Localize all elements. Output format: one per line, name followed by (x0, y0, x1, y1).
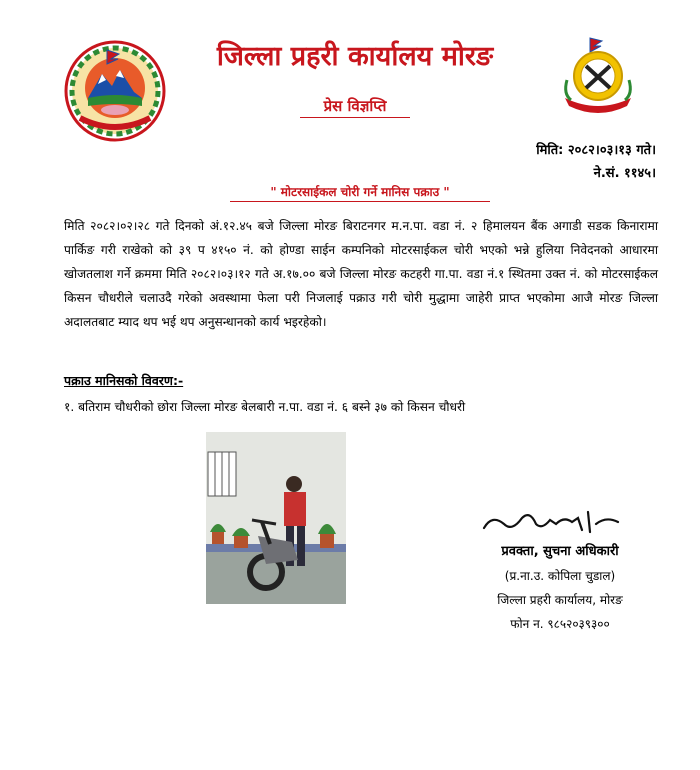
nepal-police-badge-logo (553, 36, 643, 120)
arrested-person-item: १. बतिराम चौधरीको छोरा जिल्ला मोरङ बेलबारी न.पा. वडा नं. ६ बस्ने ३७ को किसन चौधरी (64, 400, 466, 414)
spokesperson-title: प्रवक्ता, सुचना अधिकारी (501, 544, 619, 559)
arrested-person-heading: पक्राउ मानिसको विवरण:- (64, 373, 184, 388)
nepal-police-emblem-logo (62, 40, 168, 142)
date-line: मिति: २०८२।०३।१३ गते। (536, 143, 656, 158)
press-release-heading: प्रेस विज्ञप्ति (300, 96, 410, 118)
spokesperson-block (470, 540, 650, 636)
arrested-person-photo (206, 432, 346, 604)
spokesperson-office: जिल्ला प्रहरी कार्यालय, मोरङ (497, 593, 623, 607)
reference-number: ने.सं. ११४५। (593, 166, 656, 181)
office-title: जिल्ला प्रहरी कार्यालय मोरङ (216, 41, 494, 72)
signature (478, 500, 628, 540)
spokesperson-phone: फोन न. ९८५२०३९३०० (510, 617, 610, 631)
news-body-paragraph: मिति २०८२।०२।२८ गते दिनको अं.१२.४५ बजे जिल्ला मोरङ बिराटनगर म.न.पा. वडा नं. २ हिमालयन बैंक अगाडी सडक किनारामा पार्किङ गरी राखेको को ३९ प ४१५० नं. को होण्डा साईन कम्पनिको मोटरसाईकल चोरी भएको भन्ने हुलिया निवेदनको आधारमा खोजतलाश गर्ने क्रममा मिति २०८२।०३।१२ गते अ.१७.०० बजे जिल्ला मोरङ कटहरी गा.पा. वडा नं.१ स्थितमा उक्त नं. को मोटरसाईकल किसन चौधरीले चलाउदै गरेको अवस्थामा फेला परी निजलाई पक्राउ गरी चोरी मुद्धामा जाहेरी प्राप्त भएकोमा आजै मोरङ जिल्ला अदालतबाट म्याद थप भई थप अनुसन्धानको कार्य भइरहेको। (64, 219, 658, 329)
spokesperson-name: (प्र.ना.उ. कोपिला चुडाल) (504, 569, 616, 583)
news-headline: " मोटरसाईकल चोरी गर्ने मानिस पक्राउ " (230, 183, 490, 202)
